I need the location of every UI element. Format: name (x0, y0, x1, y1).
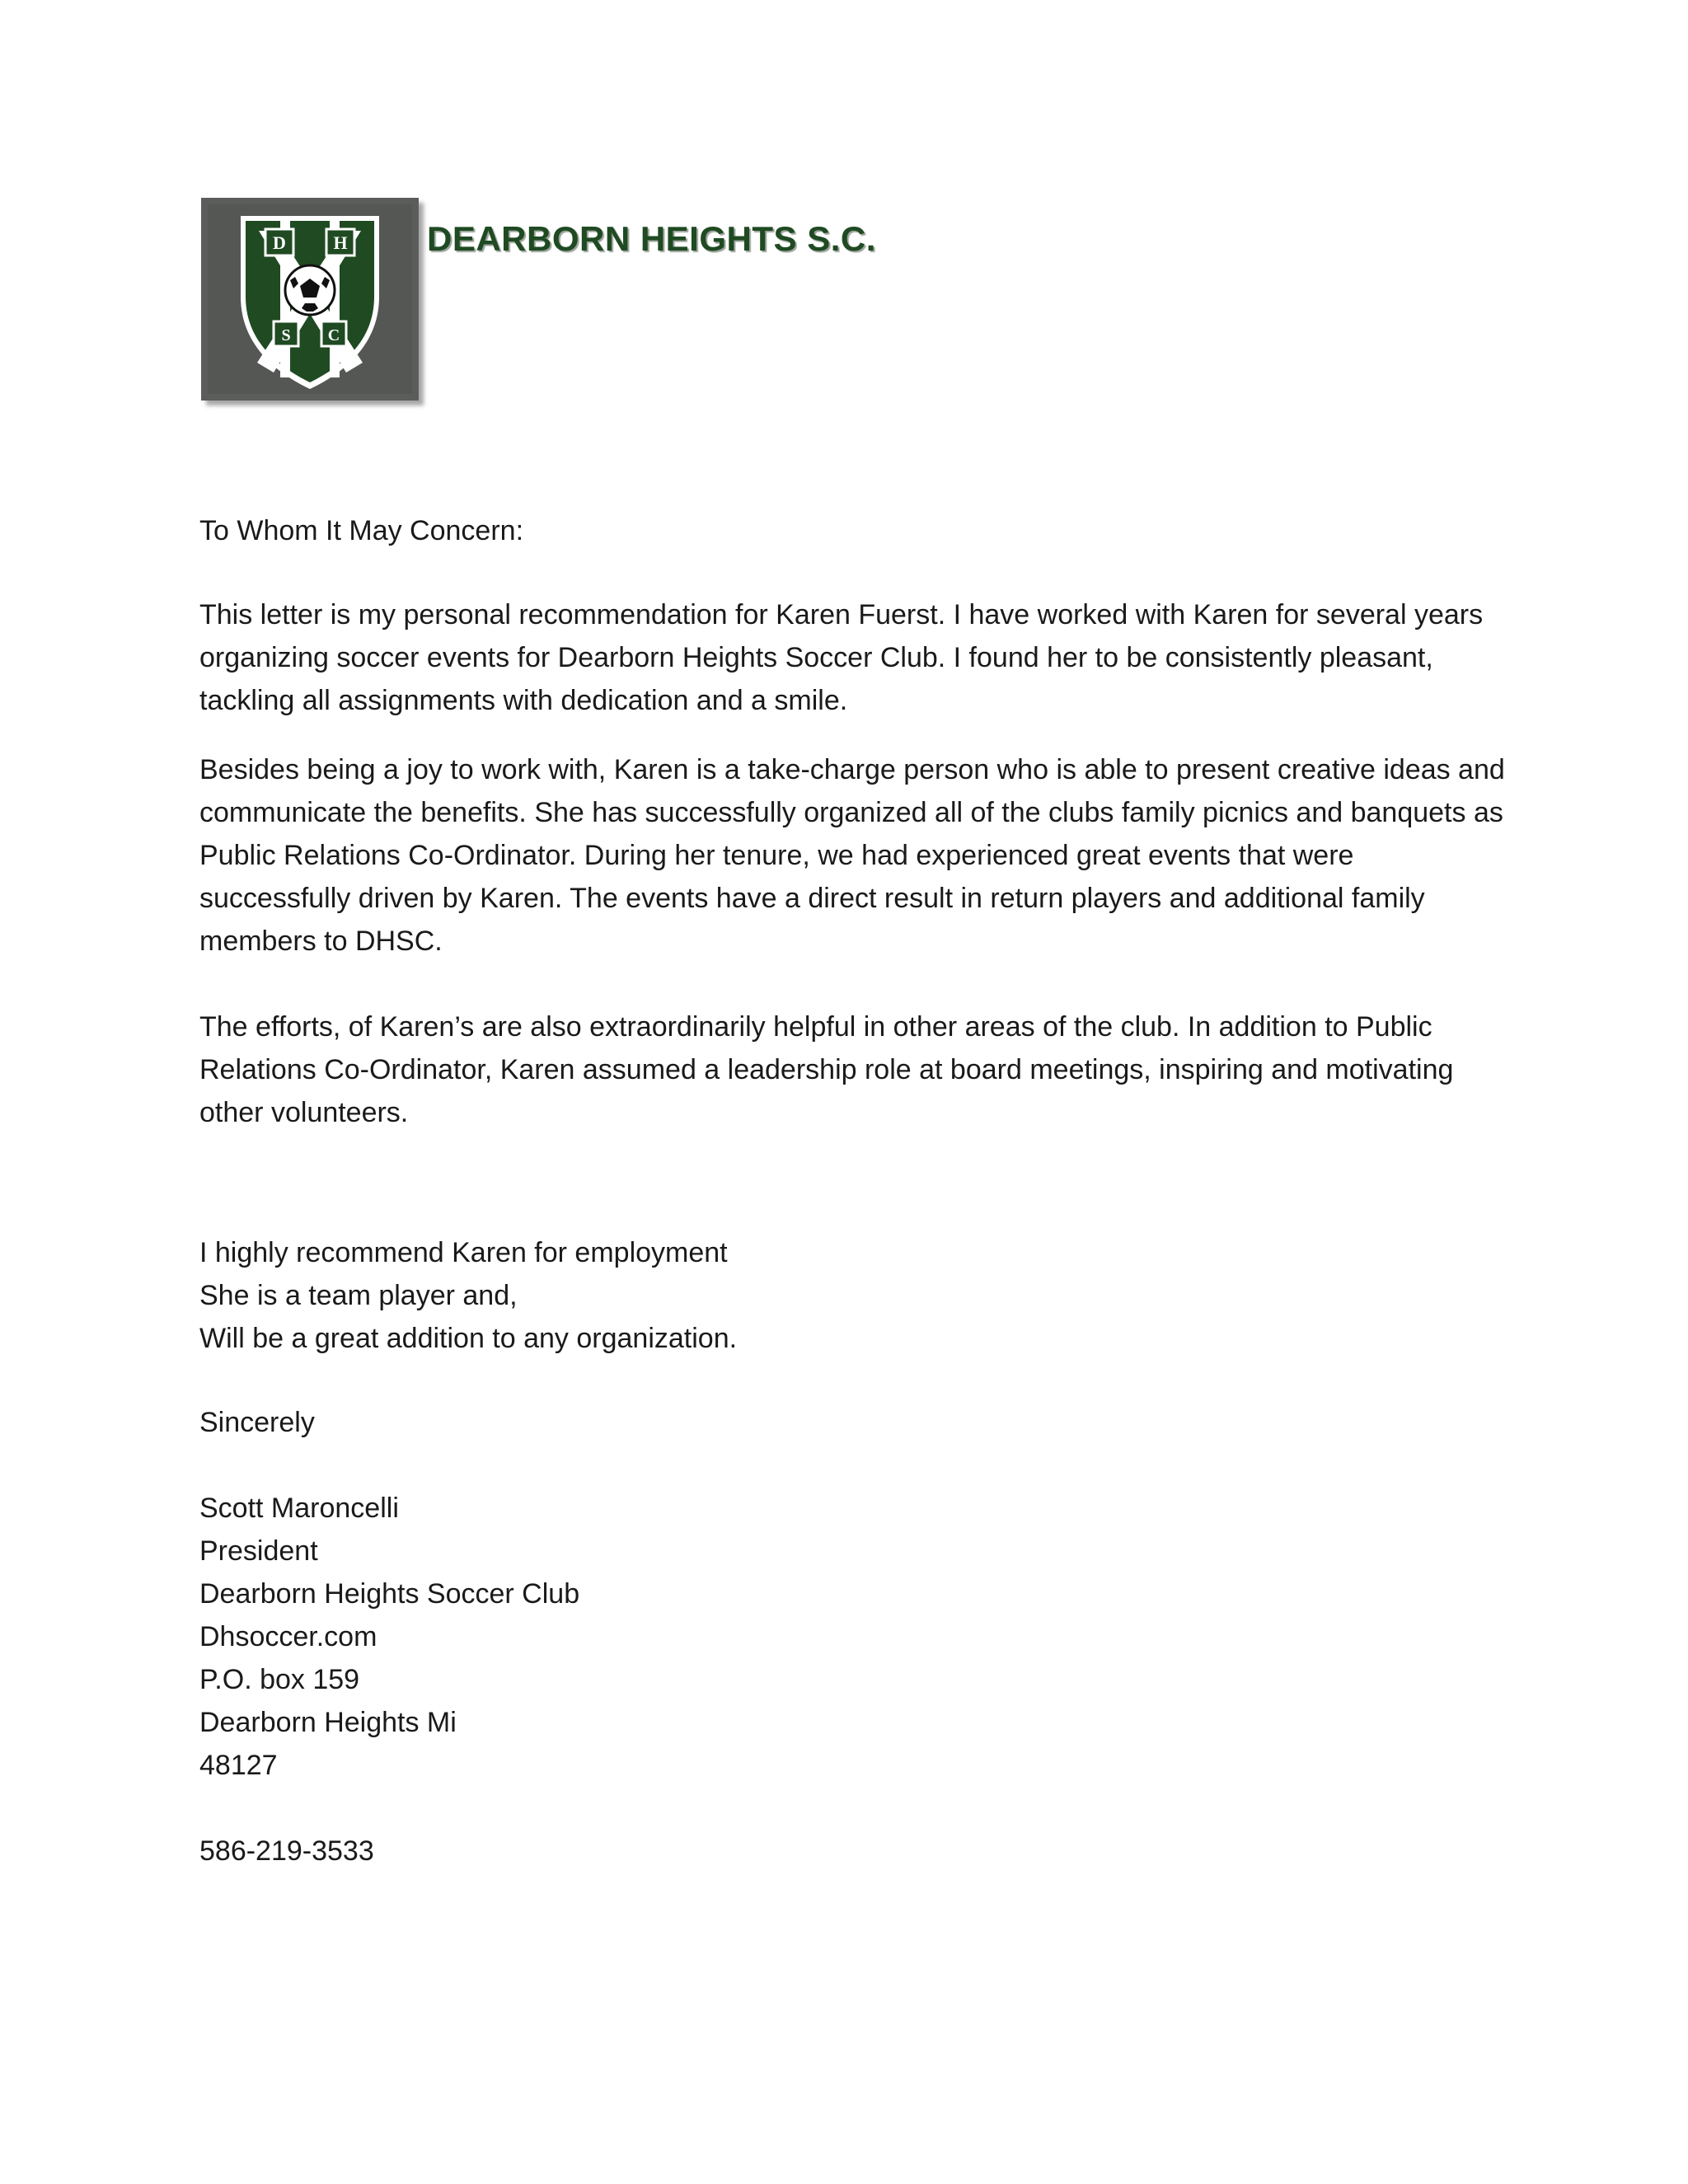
phone-number: 586-219-3533 (199, 1835, 374, 1867)
paragraph-1 (199, 593, 1518, 722)
closing (199, 1401, 1518, 1444)
recommendation-line: She is a team player and, (199, 1280, 518, 1311)
club-name-heading: DEARBORN HEIGHTS S.C. (427, 219, 876, 258)
shield-emblem-icon (201, 198, 419, 401)
signer-zip: 48127 (199, 1750, 278, 1781)
paragraph-line: organizing soccer events for Dearborn Heights Soccer Club. I found her to be consistently pleasant, (199, 642, 1433, 673)
signer-title: President (199, 1535, 318, 1567)
salutation-text: To Whom It May Concern: (199, 515, 524, 546)
signer-organization: Dearborn Heights Soccer Club (199, 1578, 580, 1610)
salutation (199, 509, 1518, 552)
paragraph-line: The efforts, of Karen’s are also extraordinarily helpful in other areas of the club. In addition to Public (199, 1011, 1432, 1043)
paragraph-line: Besides being a joy to work with, Karen is a take-charge person who is able to present creative ideas and (199, 754, 1505, 785)
signature-block (199, 1487, 1518, 1787)
signer-website: Dhsoccer.com (199, 1621, 377, 1652)
svg-text:S: S (281, 326, 291, 344)
recommendation (199, 1231, 1518, 1360)
signer-name: Scott Maroncelli (199, 1493, 399, 1524)
paragraph-line: other volunteers. (199, 1097, 409, 1128)
paragraph-line: Public Relations Co-Ordinator. During her tenure, we had experienced great events that were (199, 840, 1354, 871)
svg-text:H: H (333, 232, 348, 253)
paragraph-line: Relations Co-Ordinator, Karen assumed a leadership role at board meetings, inspiring and motivating (199, 1054, 1454, 1085)
recommendation-line: I highly recommend Karen for employment (199, 1237, 728, 1268)
paragraph-2 (199, 748, 1518, 963)
closing-text: Sincerely (199, 1407, 315, 1438)
svg-text:C: C (327, 326, 340, 344)
recommendation-line: Will be a great addition to any organization. (199, 1323, 738, 1354)
club-logo (201, 198, 419, 401)
phone-block (199, 1830, 1518, 1872)
paragraph-line: tackling all assignments with dedication and a smile. (199, 685, 848, 716)
paragraph-line: This letter is my personal recommendation for Karen Fuerst. I have worked with Karen for several years (199, 599, 1484, 630)
signer-po-box: P.O. box 159 (199, 1664, 360, 1695)
signer-city: Dearborn Heights Mi (199, 1707, 457, 1738)
paragraph-3 (199, 1005, 1518, 1134)
paragraph-line: members to DHSC. (199, 926, 443, 957)
svg-text:D: D (273, 232, 286, 253)
paragraph-line: communicate the benefits. She has successfully organized all of the clubs family picnics and banquets as (199, 797, 1503, 828)
paragraph-line: successfully driven by Karen. The events have a direct result in return players and additional family (199, 883, 1425, 914)
